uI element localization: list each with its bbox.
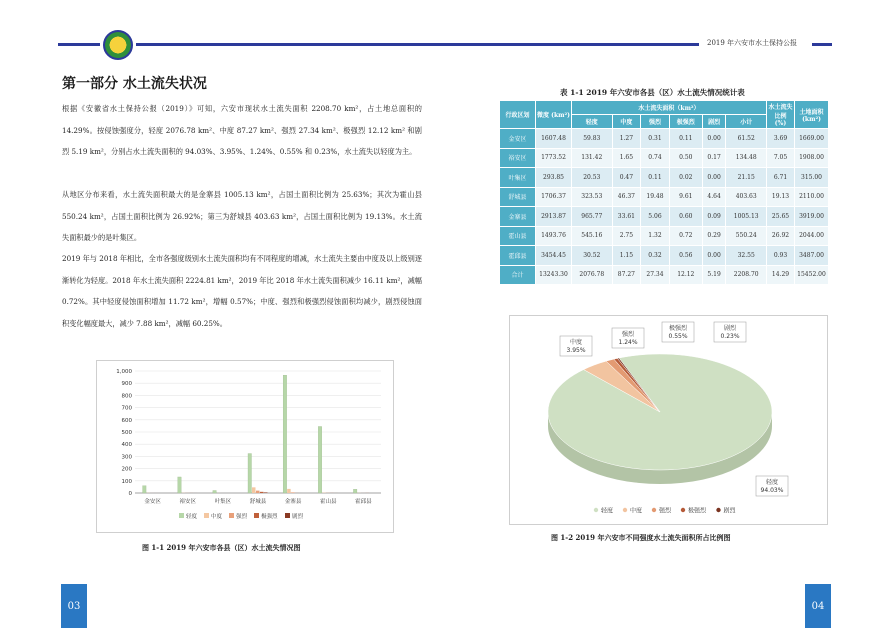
- table-cell: 0.17: [702, 148, 726, 168]
- table-cell: 4.64: [702, 187, 726, 207]
- paragraph-3: 2019 年与 2018 年相比，全市各强度级别水土流失面积均有不同程度的增减，水土流失主要由中度及以上级别逐渐转化为轻度。2018 年水土流失面积 2224.81 km²，2019 年比 2018 年水土流失面积减少 16.11 km²，减幅 0.72%。其中轻度侵蚀面积增加 11.72 km²，增幅 0.57%；中度、强烈和极强烈侵蚀面积均减少，剧烈侵蚀面积变化幅度最大，减少 7.88 km²，减幅 60.25%。: [62, 254, 422, 328]
- figure-2-caption: 图 1-2 2019 年六安市不同强度水土流失面积所占比例图: [551, 533, 731, 542]
- y-tick-label: 1,000: [116, 369, 132, 375]
- figure-1-caption: 图 1-1 2019 年六安市各县（区）水土流失情况图: [142, 543, 301, 552]
- header-title: 2019 年六安市水土保持公报: [707, 39, 798, 47]
- table-cell: 0.00: [702, 246, 726, 266]
- table-cell: 87.27: [612, 265, 641, 285]
- bar-chart-frame: [96, 360, 394, 533]
- table-cell: 965.77: [572, 207, 613, 227]
- table-cell: 0.60: [669, 207, 702, 227]
- y-tick-label: 900: [121, 381, 132, 388]
- table-cell: 1.27: [612, 129, 641, 149]
- table-cell: 0.47: [612, 168, 641, 188]
- y-tick-label: 800: [121, 393, 132, 400]
- table-cell: 0.00: [702, 129, 726, 149]
- pie-data-label: 1.24%: [618, 339, 638, 346]
- table-cell: 2208.70: [726, 265, 767, 285]
- table-cell: 0.11: [669, 129, 702, 149]
- paragraph-1: 根据《安徽省水土保持公报（2019）》可知，六安市现状水土流失面积 2208.70 km²，占土地总面积的 14.29%。按侵蚀强度分，轻度 2076.78 km²、中度 87.27 km²、强烈 27.34 km²、极强烈 12.12 km² 和剧烈 5.19 km²，分别占水土流失面积的 94.03%、3.95%、1.24%、0.55% 和 0.23%，水土流失以轻度为主。: [62, 104, 422, 156]
- legend-swatch: [285, 513, 290, 518]
- part-title: 第一部分 水土流失状况: [62, 76, 207, 92]
- legend-swatch: [229, 513, 234, 518]
- table-cell: 0.31: [641, 129, 670, 149]
- legend-swatch: [681, 508, 685, 512]
- bar: [318, 426, 322, 493]
- y-tick-label: 600: [121, 417, 132, 424]
- legend-label: 强烈: [236, 514, 248, 520]
- paragraph-2: 从地区分布来看，水土流失面积最大的是金寨县 1005.13 km²，占国土面积比例为 25.63%；其次为霍山县 550.24 km²，占国土面积比例为 26.92%；第三为舒城县 403.63 km²，占国土面积比例为 19.13%。水土流失面积最少的是叶集区。: [62, 190, 422, 242]
- table-cell: 1.32: [641, 226, 670, 246]
- table-cell: 27.34: [641, 265, 670, 285]
- table-cell: 1669.00: [795, 129, 829, 149]
- bar-chart: [97, 361, 393, 532]
- legend-swatch: [254, 513, 259, 518]
- table-cell: 5.06: [641, 207, 670, 227]
- row-label: 裕安区: [500, 148, 536, 168]
- table-cell: 0.93: [767, 246, 795, 266]
- table-cell: 293.85: [536, 168, 572, 188]
- pie-data-label: 0.55%: [668, 333, 688, 340]
- th-erosion-group: 水土流失面积（km²）: [572, 101, 767, 115]
- legend-swatch: [716, 508, 720, 512]
- row-label: 金安区: [500, 129, 536, 149]
- bar: [264, 492, 268, 493]
- legend-swatch: [594, 508, 598, 512]
- legend-label: 轻度: [601, 507, 614, 515]
- legend-swatch: [179, 513, 184, 518]
- bar: [248, 454, 252, 493]
- logo-emblem-icon: [103, 30, 133, 60]
- table-cell: 20.53: [572, 168, 613, 188]
- row-label: 霍山县: [500, 226, 536, 246]
- row-label: 叶集区: [500, 168, 536, 188]
- th-subtotal: 小计: [726, 115, 767, 129]
- pie-chart: [510, 316, 827, 524]
- th-region: 行政区划: [500, 101, 536, 129]
- pie-data-label: 极强烈: [668, 325, 688, 332]
- table-cell: 0.11: [641, 168, 670, 188]
- table-row: [500, 187, 829, 207]
- legend-swatch: [652, 508, 656, 512]
- th-severe: 剧烈: [702, 115, 726, 129]
- table-cell: 1.65: [612, 148, 641, 168]
- table-cell: 0.72: [669, 226, 702, 246]
- table-cell: 3.69: [767, 129, 795, 149]
- table-cell: 0.00: [702, 168, 726, 188]
- table-row: [500, 207, 829, 227]
- th-ratio: 水土流失比例 (%): [767, 101, 795, 129]
- bar: [143, 486, 147, 493]
- th-moderate: 中度: [612, 115, 641, 129]
- pie-data-label: 3.95%: [566, 347, 586, 354]
- table-cell: 1773.52: [536, 148, 572, 168]
- table-cell: 545.16: [572, 226, 613, 246]
- x-tick-label: 金寨县: [284, 499, 302, 505]
- x-tick-label: 叶集区: [214, 499, 232, 505]
- legend-label: 极强烈: [688, 507, 707, 515]
- table-cell: 59.83: [572, 129, 613, 149]
- table-cell: 7.05: [767, 148, 795, 168]
- table-row: [500, 246, 829, 266]
- bar: [353, 489, 357, 493]
- table-cell: 0.56: [669, 246, 702, 266]
- x-tick-label: 舒城县: [249, 499, 267, 505]
- th-land: 土地面积 (km²): [795, 101, 829, 129]
- bar: [178, 477, 182, 493]
- table-cell: 1607.48: [536, 129, 572, 149]
- table-cell: 1908.00: [795, 148, 829, 168]
- y-tick-label: 300: [121, 454, 132, 461]
- table-cell: 1.15: [612, 246, 641, 266]
- table-cell: 1493.76: [536, 226, 572, 246]
- bar: [213, 490, 217, 493]
- table-caption: 表 1-1 2019 年六安市各县（区）水土流失情况统计表: [560, 88, 745, 97]
- table-cell: 0.09: [702, 207, 726, 227]
- table-cell: 403.63: [726, 187, 767, 207]
- legend-label: 轻度: [186, 514, 198, 520]
- table-row: [500, 226, 829, 246]
- th-strong: 强烈: [641, 115, 670, 129]
- th-area: 微度 (km²): [536, 101, 572, 129]
- table-cell: 25.65: [767, 207, 795, 227]
- legend-label: 强烈: [659, 507, 672, 515]
- table-cell: 2076.78: [572, 265, 613, 285]
- pie-data-label: 剧烈: [723, 325, 737, 332]
- table-cell: 0.32: [641, 246, 670, 266]
- table-cell: 2110.00: [795, 187, 829, 207]
- bar: [287, 489, 291, 493]
- table-cell: 0.50: [669, 148, 702, 168]
- pie-data-label: 强烈: [621, 331, 635, 338]
- table-cell: 1706.37: [536, 187, 572, 207]
- y-tick-label: 100: [121, 478, 132, 485]
- table-cell: 26.92: [767, 226, 795, 246]
- statistics-table: [499, 100, 829, 285]
- table-cell: 6.71: [767, 168, 795, 188]
- table-cell: 134.48: [726, 148, 767, 168]
- table-cell: 9.61: [669, 187, 702, 207]
- pie-data-label: 轻度: [765, 479, 779, 486]
- legend-label: 极强烈: [261, 514, 278, 520]
- x-tick-label: 霍邱县: [355, 499, 372, 505]
- pie-data-label: 0.23%: [720, 333, 740, 340]
- x-tick-label: 裕安区: [179, 499, 196, 505]
- table-cell: 32.55: [726, 246, 767, 266]
- table-row: [500, 148, 829, 168]
- bar: [256, 491, 260, 493]
- table-cell: 0.74: [641, 148, 670, 168]
- page-number-left: 03: [61, 584, 87, 628]
- legend-label: 剧烈: [292, 514, 304, 520]
- table-cell: 3487.00: [795, 246, 829, 266]
- pie-chart-frame: [509, 315, 828, 525]
- y-tick-label: 700: [121, 405, 132, 412]
- header-rule-end: [812, 43, 832, 46]
- page-number-right: 04: [805, 584, 831, 628]
- row-label: 合计: [500, 265, 536, 285]
- table-cell: 3454.45: [536, 246, 572, 266]
- table-cell: 131.42: [572, 148, 613, 168]
- legend-label: 中度: [211, 514, 223, 520]
- table-cell: 19.13: [767, 187, 795, 207]
- table-cell: 33.61: [612, 207, 641, 227]
- table-cell: 61.52: [726, 129, 767, 149]
- table-cell: 21.15: [726, 168, 767, 188]
- bar: [283, 375, 287, 493]
- table-cell: 1005.13: [726, 207, 767, 227]
- th-light: 轻度: [572, 115, 613, 129]
- table-cell: 0.02: [669, 168, 702, 188]
- table-row: [500, 168, 829, 188]
- table-cell: 13243.30: [536, 265, 572, 285]
- table-row: [500, 129, 829, 149]
- table-cell: 315.00: [795, 168, 829, 188]
- table-row: [500, 265, 829, 285]
- bar: [260, 492, 264, 493]
- table-cell: 2.75: [612, 226, 641, 246]
- legend-swatch: [204, 513, 209, 518]
- table-cell: 2913.87: [536, 207, 572, 227]
- header-rule-left: [58, 43, 100, 46]
- bar: [252, 487, 256, 493]
- row-label: 舒城县: [500, 187, 536, 207]
- table-cell: 2044.00: [795, 226, 829, 246]
- table-cell: 5.19: [702, 265, 726, 285]
- legend-label: 中度: [630, 507, 643, 515]
- table-cell: 323.53: [572, 187, 613, 207]
- table-cell: 30.52: [572, 246, 613, 266]
- table-cell: 12.12: [669, 265, 702, 285]
- row-label: 霍邱县: [500, 246, 536, 266]
- row-label: 金寨县: [500, 207, 536, 227]
- y-tick-label: 500: [121, 430, 132, 436]
- table-cell: 550.24: [726, 226, 767, 246]
- th-very-strong: 极强烈: [669, 115, 702, 129]
- table-cell: 3919.00: [795, 207, 829, 227]
- x-tick-label: 金安区: [144, 499, 161, 505]
- table-cell: 14.29: [767, 265, 795, 285]
- y-tick-label: 0: [128, 491, 132, 497]
- table-cell: 15452.00: [795, 265, 829, 285]
- pie-data-label: 中度: [569, 339, 583, 346]
- y-tick-label: 200: [121, 466, 132, 473]
- table-cell: 0.29: [702, 226, 726, 246]
- legend-swatch: [623, 508, 627, 512]
- pie-data-label: 94.03%: [760, 487, 784, 494]
- table-cell: 46.37: [612, 187, 641, 207]
- legend-label: 剧烈: [723, 507, 736, 515]
- table-cell: 19.48: [641, 187, 670, 207]
- header-rule-right: [136, 43, 699, 46]
- bar: [291, 492, 295, 493]
- y-tick-label: 400: [121, 442, 132, 449]
- x-tick-label: 霍山县: [320, 499, 337, 505]
